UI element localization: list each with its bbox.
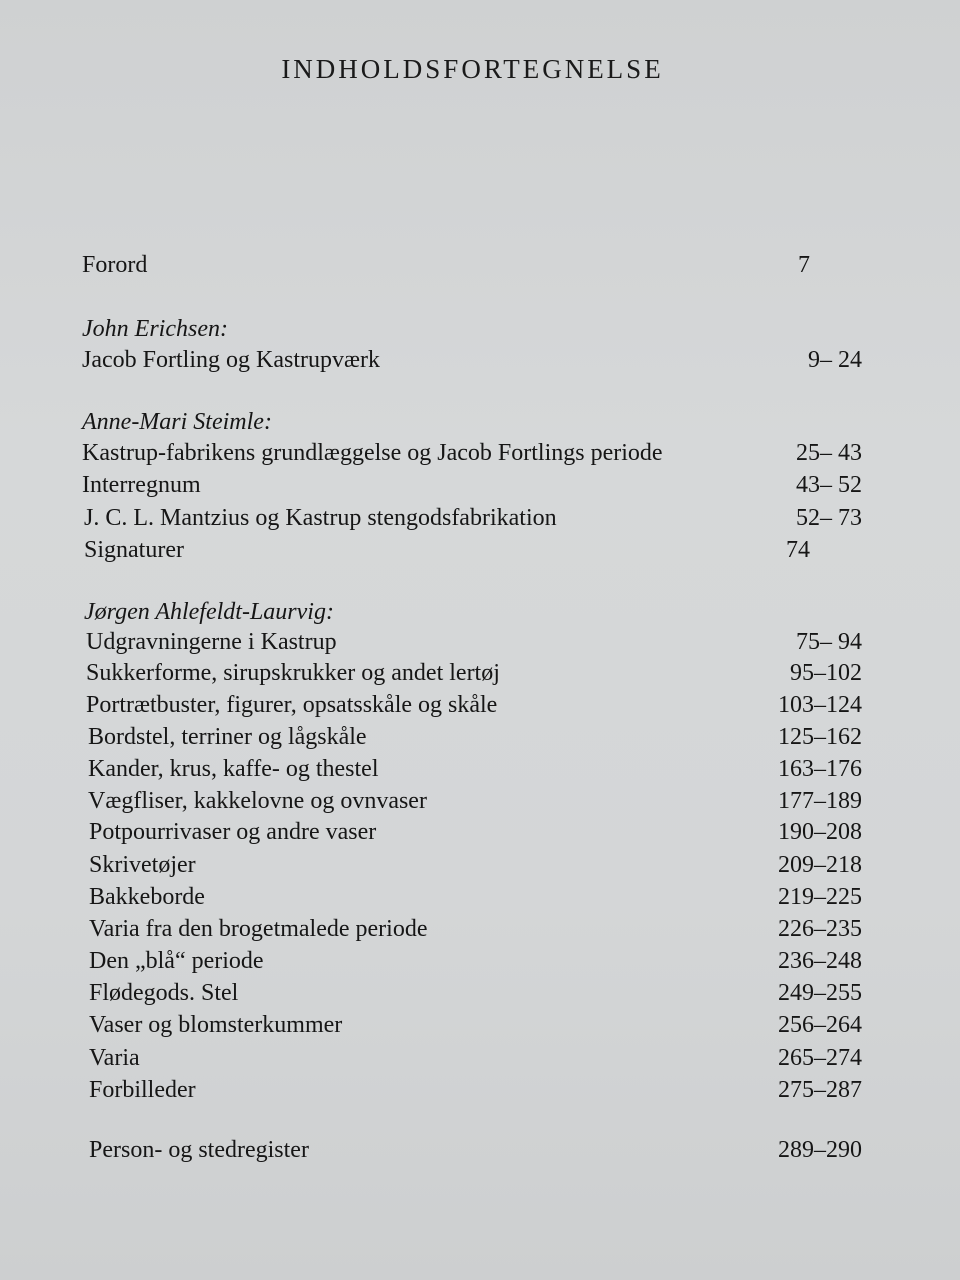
toc-entry-title: Vægfliser, kakkelovne og ovnvaser <box>88 788 427 814</box>
toc-entry-pages: 289–290 <box>778 1137 862 1163</box>
toc-entry <box>82 468 862 502</box>
toc-entry <box>88 752 862 786</box>
toc-entry <box>84 501 862 535</box>
toc-entry <box>89 848 862 882</box>
toc-entry-title: Udgravningerne i Kastrup <box>86 629 337 655</box>
toc-entry-title: Bakkeborde <box>89 884 205 910</box>
toc-entry-title: Vaser og blomsterkummer <box>89 1012 343 1038</box>
toc-entry-title: Jacob Fortling og Kastrupværk <box>82 347 380 373</box>
toc-entry <box>88 784 862 818</box>
toc-entry-pages: 7 <box>798 252 810 278</box>
toc-entry-pages: 256–264 <box>778 1012 862 1038</box>
section-author: John Erichsen: <box>82 316 228 342</box>
toc-entry-register <box>89 1133 862 1167</box>
toc-entry-pages: 275–287 <box>778 1077 862 1103</box>
toc-entry-title: Bordstel, terriner og lågskåle <box>88 724 367 750</box>
toc-entry-title: Varia fra den brogetmalede periode <box>89 916 428 942</box>
toc-entry-title: Forord <box>82 252 148 278</box>
toc-entry-title: J. C. L. Mantzius og Kastrup stengodsfabrikation <box>84 505 557 531</box>
page-title: INDHOLDSFORTEGNELSE <box>281 54 664 84</box>
toc-entry <box>89 880 862 914</box>
toc-entry-pages: 249–255 <box>778 980 862 1006</box>
toc-entry-title: Interregnum <box>82 472 201 498</box>
toc-entry <box>89 1073 862 1107</box>
toc-entry-title: Den „blå“ periode <box>89 948 264 974</box>
toc-entry-title: Potpourrivaser og andre vaser <box>89 819 377 845</box>
toc-entry-pages: 190–208 <box>778 819 862 845</box>
toc-entry <box>88 720 862 754</box>
toc-entry-pages: 75– 94 <box>796 629 862 655</box>
toc-entry-pages: 265–274 <box>778 1045 862 1071</box>
toc-entry <box>89 1008 862 1042</box>
toc-entry-pages: 177–189 <box>778 788 862 814</box>
toc-entry-pages: 125–162 <box>778 724 862 750</box>
toc-entry <box>89 815 862 849</box>
toc-entry <box>82 436 862 470</box>
toc-entry <box>84 533 810 567</box>
toc-entry-title: Flødegods. Stel <box>89 980 239 1006</box>
section-author: Anne-Mari Steimle: <box>82 409 272 435</box>
toc-entry <box>89 944 862 978</box>
toc-entry-pages: 219–225 <box>778 884 862 910</box>
toc-entry-pages: 52– 73 <box>796 505 862 531</box>
toc-entry-pages: 74 <box>786 537 810 563</box>
toc-entry <box>86 625 862 659</box>
toc-entry-pages: 209–218 <box>778 852 862 878</box>
toc-entry-title: Sukkerforme, sirupskrukker og andet lertøj <box>86 660 500 686</box>
toc-entry-title: Portrætbuster, figurer, opsatsskåle og skåle <box>86 692 498 718</box>
section-author: Jørgen Ahlefeldt-Laurvig: <box>84 599 334 625</box>
toc-entry-pages: 103–124 <box>778 692 862 718</box>
toc-entry-title: Skrivetøjer <box>89 852 196 878</box>
toc-entry <box>82 343 862 377</box>
toc-entry-title: Person- og stedregister <box>89 1137 309 1163</box>
toc-entry-pages: 43– 52 <box>796 472 862 498</box>
toc-entry-pages: 9– 24 <box>808 347 862 373</box>
toc-entry-forord <box>82 248 810 282</box>
toc-entry <box>89 912 862 946</box>
toc-entry-pages: 163–176 <box>778 756 862 782</box>
toc-entry <box>89 1041 862 1075</box>
toc-entry <box>86 656 862 690</box>
toc-entry <box>86 688 862 722</box>
toc-entry-title: Forbilleder <box>89 1077 196 1103</box>
toc-entry <box>89 976 862 1010</box>
toc-entry-pages: 25– 43 <box>796 440 862 466</box>
toc-entry-pages: 226–235 <box>778 916 862 942</box>
toc-entry-title: Kander, krus, kaffe- og thestel <box>88 756 379 782</box>
toc-entry-pages: 95–102 <box>790 660 862 686</box>
toc-entry-title: Signaturer <box>84 537 184 563</box>
toc-entry-title: Kastrup-fabrikens grundlæggelse og Jacob Fortlings periode <box>82 440 663 466</box>
toc-entry-title: Varia <box>89 1045 140 1071</box>
toc-entry-pages: 236–248 <box>778 948 862 974</box>
